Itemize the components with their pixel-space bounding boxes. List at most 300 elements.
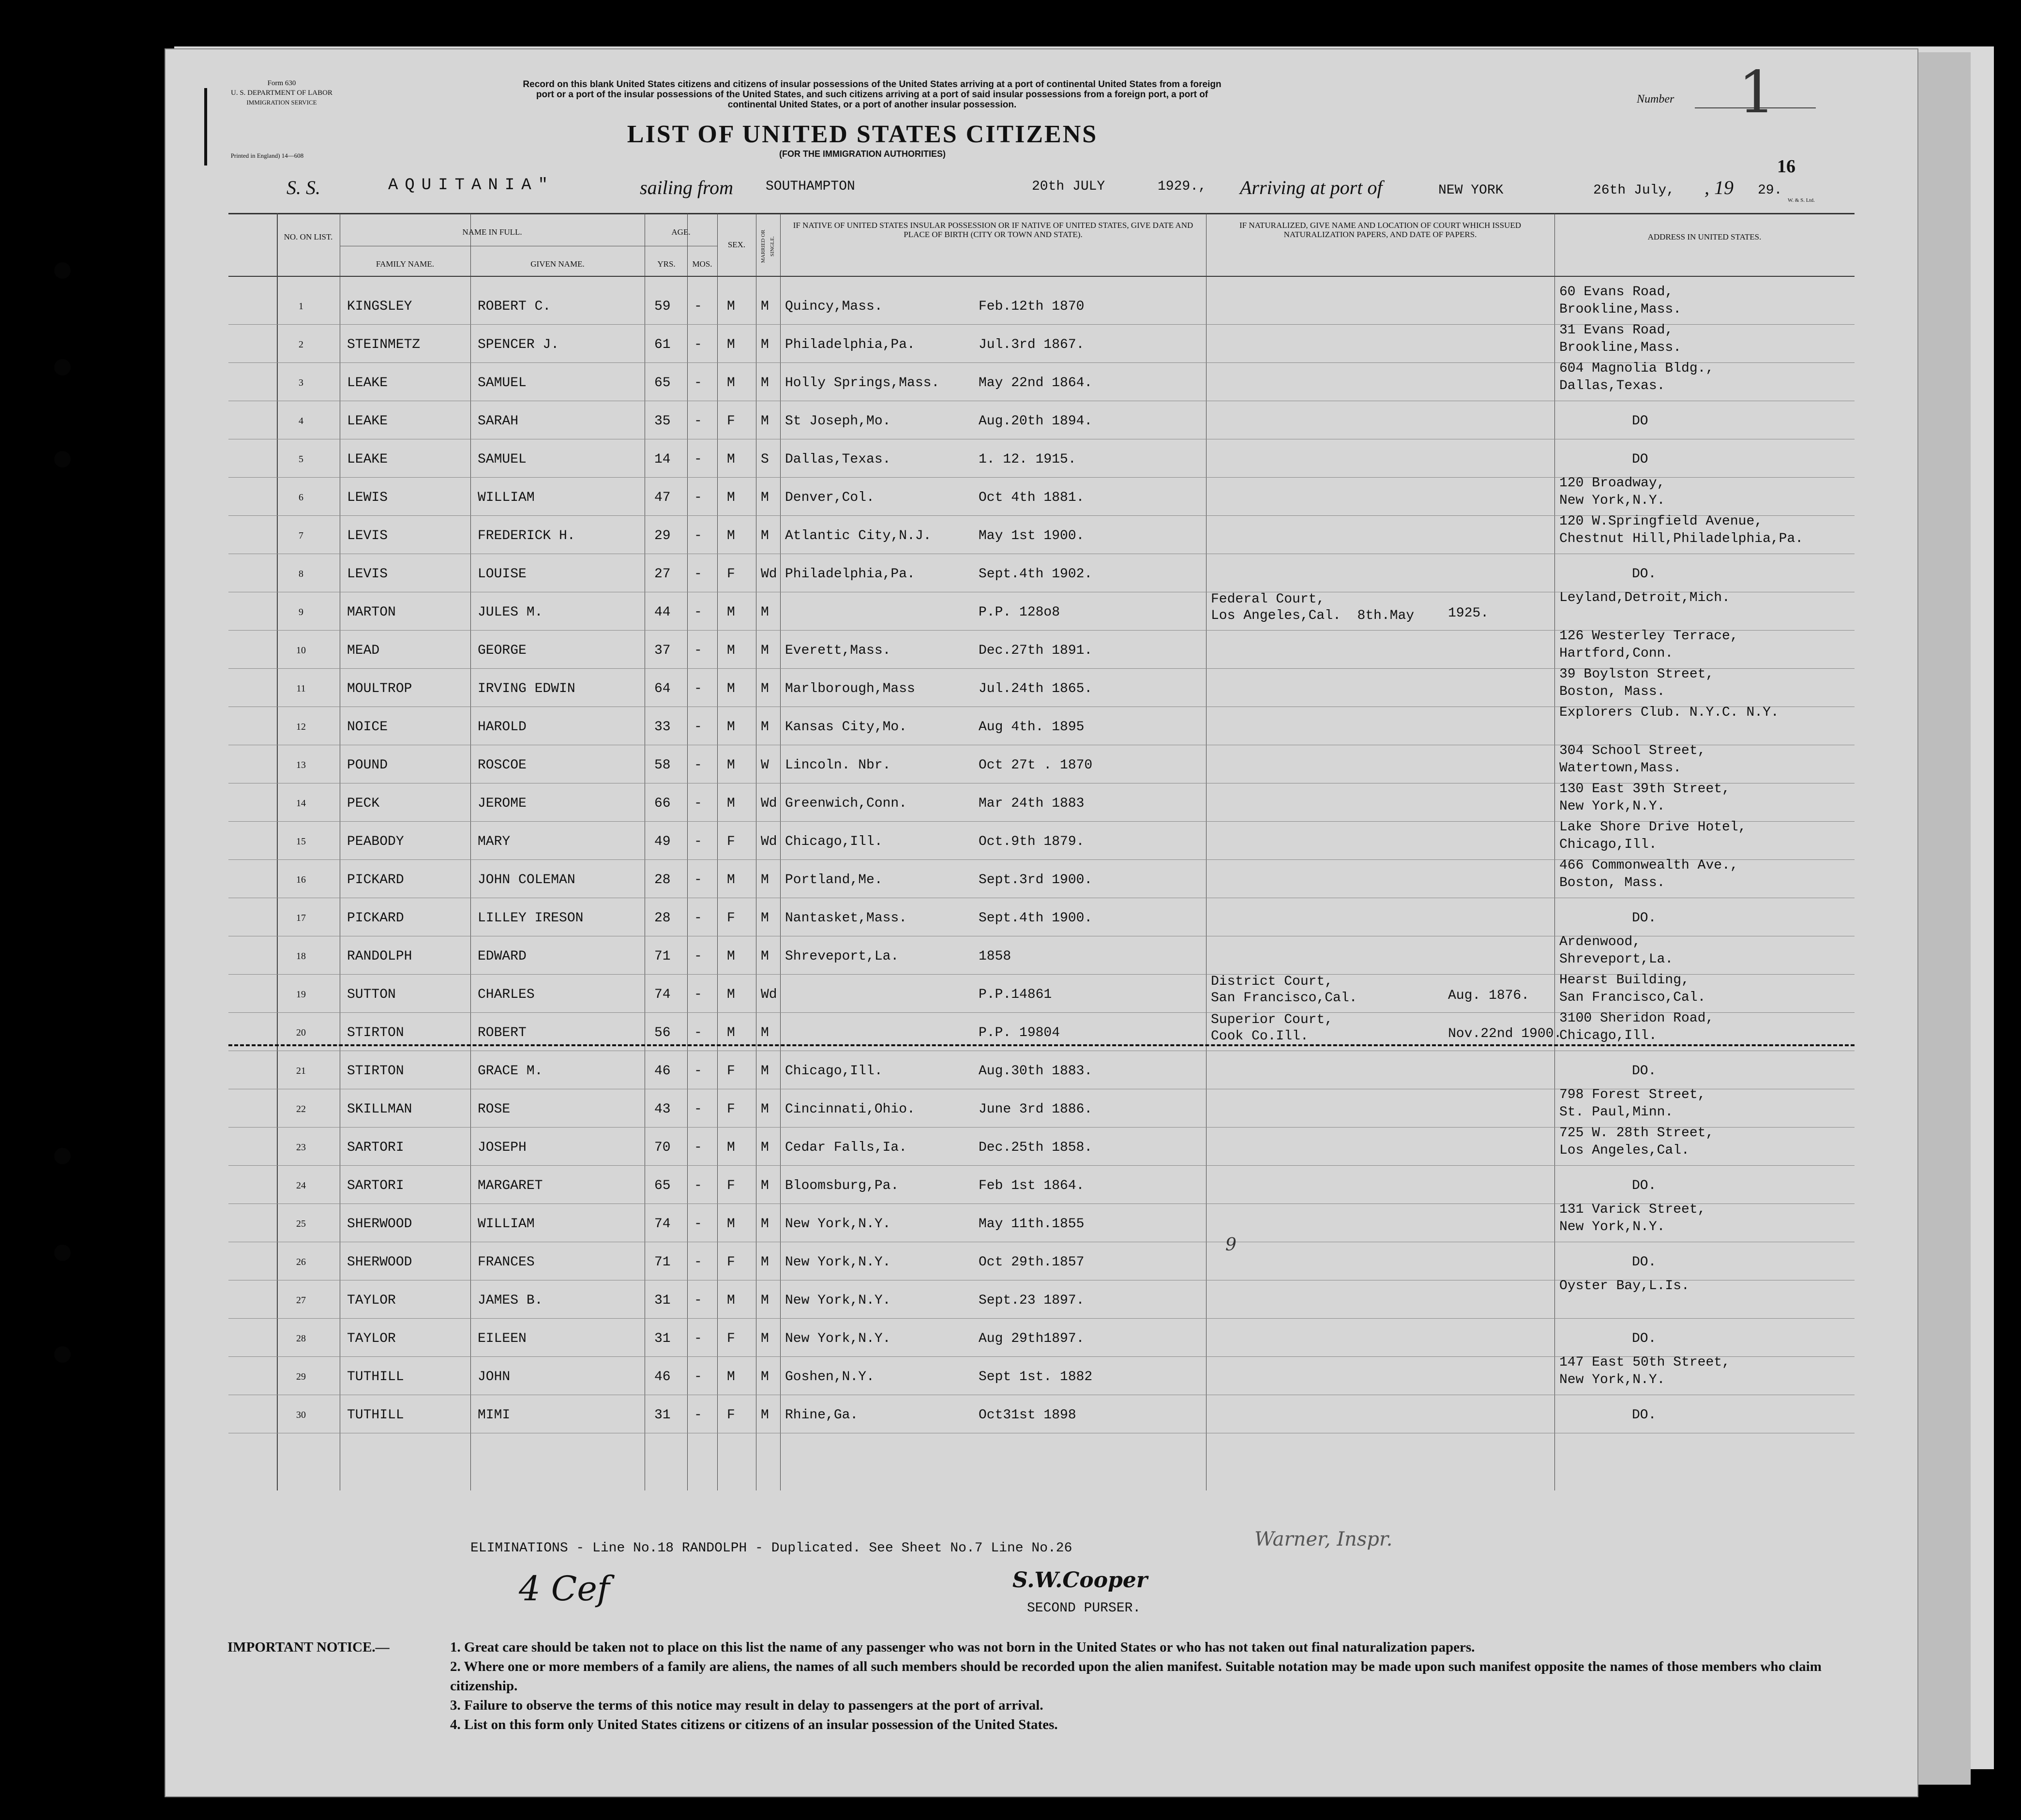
given-name: ROSCOE: [478, 758, 527, 773]
address-line-1: DO.: [1632, 567, 1657, 582]
address-line-1: 130 East 39th Street,: [1559, 782, 1730, 797]
address-line-2: New York,N.Y.: [1559, 1372, 1665, 1387]
given-name: SPENCER J.: [478, 337, 559, 352]
birth-place: New York,N.Y.: [785, 1217, 891, 1232]
birth-date: Sept 1st. 1882: [979, 1369, 1093, 1384]
address-line-1: Ardenwood,: [1559, 934, 1641, 949]
address-line-2: Boston, Mass.: [1559, 875, 1665, 890]
family-name: PICKARD: [347, 872, 404, 887]
row-number: 10: [296, 645, 306, 656]
birth-date: Dec.27th 1891.: [979, 643, 1093, 658]
sex: M: [727, 337, 735, 352]
department: U. S. DEPARTMENT OF LABOR: [231, 89, 332, 97]
family-name: TAYLOR: [347, 1293, 396, 1308]
sailing-label: sailing from: [640, 177, 733, 198]
sex: M: [727, 987, 735, 1002]
address-line-1: DO.: [1632, 1064, 1657, 1079]
family-name: SHERWOOD: [347, 1255, 412, 1270]
birth-date: Feb 1st 1864.: [979, 1178, 1085, 1193]
age-months: -: [694, 643, 702, 658]
age-months: -: [694, 490, 702, 505]
row-number: 4: [299, 416, 303, 426]
age-months: -: [694, 1331, 702, 1346]
manifest-page: [165, 48, 1918, 1797]
row-number: 25: [296, 1218, 306, 1229]
birth-place: New York,N.Y.: [785, 1293, 891, 1308]
marital-status: M: [761, 1178, 769, 1193]
address-line-2: Watertown,Mass.: [1559, 761, 1682, 776]
age-months: -: [694, 911, 702, 926]
form-number: Form 630: [267, 79, 296, 87]
age-years: 44: [654, 605, 671, 620]
birth-place: Nantasket,Mass.: [785, 911, 907, 926]
naturalization-date: Nov.22nd 1900.: [1448, 1026, 1562, 1041]
given-name: MARGARET: [478, 1178, 543, 1193]
marital-status: M: [761, 643, 769, 658]
age-years: 71: [654, 1255, 671, 1270]
arrive-year: 29.: [1758, 183, 1782, 198]
age-years: 59: [654, 299, 671, 314]
sex: M: [727, 1025, 735, 1040]
given-name: ROBERT: [478, 1025, 527, 1040]
row-number: 11: [296, 683, 306, 694]
birth-date: May 1st 1900.: [979, 528, 1085, 543]
age-months: -: [694, 452, 702, 467]
given-name: SAMUEL: [478, 452, 527, 467]
age-years: 46: [654, 1064, 671, 1079]
address-line-2: New York,N.Y.: [1559, 799, 1665, 814]
sheet-number: 16: [1777, 156, 1795, 177]
address-line-1: 131 Varick Street,: [1559, 1202, 1706, 1217]
number-label: Number: [1637, 93, 1674, 105]
family-name: POUND: [347, 758, 388, 773]
naturalization-court: Federal Court, Los Angeles,Cal. 8th.May: [1211, 592, 1415, 623]
age-years: 37: [654, 643, 671, 658]
birth-place: Holly Springs,Mass.: [785, 376, 940, 391]
birth-date: Oct 29th.1857: [979, 1255, 1085, 1270]
birth-date: Sept.4th 1902.: [979, 567, 1093, 582]
address-line-1: DO.: [1632, 911, 1657, 926]
birth-place: Greenwich,Conn.: [785, 796, 907, 811]
age-years: 65: [654, 376, 671, 391]
year-prefix: , 19: [1704, 177, 1734, 198]
birth-date: Oct.9th 1879.: [979, 834, 1085, 849]
important-notice: [227, 1638, 1892, 1734]
birth-place: Portland,Me.: [785, 872, 883, 887]
row-number: 29: [296, 1371, 306, 1382]
from-port: SOUTHAMPTON: [766, 179, 855, 194]
family-name: STIRTON: [347, 1025, 404, 1040]
age-months: -: [694, 528, 702, 543]
age-months: -: [694, 834, 702, 849]
notice-item-4: 4. List on this form only United States citizens or citizens of an insular possession of the United States.: [450, 1717, 1058, 1732]
birth-date: 1858: [979, 949, 1011, 964]
row-number: 7: [299, 530, 303, 541]
age-months: -: [694, 337, 702, 352]
row-number: 16: [296, 874, 306, 885]
row-number: 14: [296, 798, 306, 809]
marital-status: M: [761, 1064, 769, 1079]
punch-hole: [54, 262, 71, 279]
age-years: 56: [654, 1025, 671, 1040]
table-row: [228, 1355, 1855, 1403]
age-years: 33: [654, 720, 671, 735]
birth-date: Aug 4th. 1895: [979, 720, 1085, 735]
age-years: 31: [654, 1293, 671, 1308]
row-number: 26: [296, 1257, 306, 1267]
address-line-2: Chicago,Ill.: [1559, 1028, 1657, 1043]
birth-place: Goshen,N.Y.: [785, 1369, 875, 1384]
birth-date: Oct31st 1898: [979, 1408, 1076, 1423]
marital-status: M: [761, 949, 769, 964]
depart-year: 1929.,: [1158, 179, 1207, 194]
age-years: 71: [654, 949, 671, 964]
sex: M: [727, 872, 735, 887]
naturalization-court: Superior Court, Cook Co.Ill.: [1211, 1012, 1333, 1044]
marital-status: M: [761, 376, 769, 391]
address-line-1: DO.: [1632, 1255, 1657, 1270]
birth-place: Philadelphia,Pa.: [785, 337, 915, 352]
punch-hole: [54, 451, 71, 467]
address-line-2: San Francisco,Cal.: [1559, 990, 1706, 1005]
marital-status: M: [761, 911, 769, 926]
birth-date: Sept.4th 1900.: [979, 911, 1093, 926]
age-months: -: [694, 414, 702, 429]
age-years: 35: [654, 414, 671, 429]
given-name: MIMI: [478, 1408, 511, 1423]
given-name: JULES M.: [478, 605, 543, 620]
marital-status: Wd: [761, 834, 777, 849]
depart-date: 20th JULY: [1032, 179, 1105, 194]
marital-status: M: [761, 872, 769, 887]
family-name: MEAD: [347, 643, 380, 658]
row-number: 22: [296, 1104, 306, 1114]
family-name: PICKARD: [347, 911, 404, 926]
row-number: 1: [299, 301, 303, 312]
birth-date: May 11th.1855: [979, 1217, 1085, 1232]
address-line-1: Lake Shore Drive Hotel,: [1559, 820, 1747, 835]
family-name: SARTORI: [347, 1140, 404, 1155]
family-name: SUTTON: [347, 987, 396, 1002]
given-name: SAMUEL: [478, 376, 527, 391]
row-number: 23: [296, 1142, 306, 1153]
header-yrs: YRS.: [657, 259, 676, 269]
birth-place: Bloomsburg,Pa.: [785, 1178, 899, 1193]
sex: F: [727, 911, 735, 926]
sex: M: [727, 758, 735, 773]
family-name: NOICE: [347, 720, 388, 735]
punch-hole: [54, 1148, 71, 1164]
row-number: 28: [296, 1333, 306, 1344]
marital-status: M: [761, 720, 769, 735]
birth-place: Denver,Col.: [785, 490, 875, 505]
family-name: SARTORI: [347, 1178, 404, 1193]
address-line-1: 60 Evans Road,: [1559, 285, 1674, 300]
age-years: 28: [654, 872, 671, 887]
marital-status: M: [761, 1408, 769, 1423]
birth-place: Philadelphia,Pa.: [785, 567, 915, 582]
sex: M: [727, 949, 735, 964]
address-line-1: 466 Commonwealth Ave.,: [1559, 858, 1738, 873]
birth-date: Oct 4th 1881.: [979, 490, 1085, 505]
address-line-1: 39 Boylston Street,: [1559, 667, 1714, 682]
sex: M: [727, 681, 735, 696]
birth-date: Aug.20th 1894.: [979, 414, 1093, 429]
sex: M: [727, 376, 735, 391]
address-line-2: Los Angeles,Cal.: [1559, 1143, 1689, 1158]
age-months: -: [694, 567, 702, 582]
given-name: MARY: [478, 834, 511, 849]
age-months: -: [694, 1293, 702, 1308]
row-number: 15: [296, 836, 306, 847]
address-line-2: Brookline,Mass.: [1559, 340, 1682, 355]
sex: F: [727, 1064, 735, 1079]
birth-date: Sept.3rd 1900.: [979, 872, 1093, 887]
given-name: JEROME: [478, 796, 527, 811]
birth-place: Chicago,Ill.: [785, 834, 883, 849]
address-line-2: Shreveport,La.: [1559, 952, 1674, 967]
family-name: PEABODY: [347, 834, 404, 849]
sex: M: [727, 528, 735, 543]
marital-status: M: [761, 1025, 769, 1040]
address-line-1: 147 East 50th Street,: [1559, 1355, 1730, 1370]
address-line-1: 126 Westerley Terrace,: [1559, 629, 1738, 644]
birth-date: Oct 27t . 1870: [979, 758, 1093, 773]
given-name: ROBERT C.: [478, 299, 551, 314]
birth-place: Quincy,Mass.: [785, 299, 883, 314]
family-name: TUTHILL: [347, 1369, 404, 1384]
age-years: 70: [654, 1140, 671, 1155]
table-row: [228, 410, 1855, 448]
address-line-1: DO.: [1632, 1178, 1657, 1193]
sex: F: [727, 1408, 735, 1423]
age-months: -: [694, 758, 702, 773]
birth-date: Aug 29th1897.: [979, 1331, 1085, 1346]
marital-status: M: [761, 528, 769, 543]
given-name: JOHN COLEMAN: [478, 872, 575, 887]
marital-status: M: [761, 490, 769, 505]
birth-date: Sept.23 1897.: [979, 1293, 1085, 1308]
address-line-1: 3100 Sheridon Road,: [1559, 1011, 1714, 1026]
given-name: JOSEPH: [478, 1140, 527, 1155]
marital-status: Wd: [761, 796, 777, 811]
birth-date: Jul.24th 1865.: [979, 681, 1093, 696]
age-months: -: [694, 1369, 702, 1384]
marital-status: Wd: [761, 987, 777, 1002]
marital-status: M: [761, 1293, 769, 1308]
birth-place: Marlborough,Mass: [785, 681, 915, 696]
family-name: LEWIS: [347, 490, 388, 505]
marital-status: M: [761, 1255, 769, 1270]
marital-status: M: [761, 681, 769, 696]
header-no: NO. ON LIST.: [284, 232, 333, 241]
sex: M: [727, 452, 735, 467]
family-name: SKILLMAN: [347, 1102, 412, 1117]
sex: F: [727, 1331, 735, 1346]
page-title: LIST OF UNITED STATES CITIZENS: [627, 120, 1098, 148]
birth-date: Feb.12th 1870: [979, 299, 1085, 314]
header-naturalized: IF NATURALIZED, GIVE NAME AND LOCATION OF COURT WHICH ISSUED NATURALIZATION PAPERS, AND DATE OF PAPERS.: [1239, 221, 1521, 239]
row-number: 24: [296, 1180, 306, 1191]
family-name: PECK: [347, 796, 380, 811]
family-name: LEAKE: [347, 452, 388, 467]
marital-status: Wd: [761, 567, 777, 582]
row-number: 19: [296, 989, 306, 1000]
row-number: 18: [296, 951, 306, 962]
age-years: 58: [654, 758, 671, 773]
age-years: 49: [654, 834, 671, 849]
family-name: TAYLOR: [347, 1331, 396, 1346]
sex: F: [727, 414, 735, 429]
age-years: 61: [654, 337, 671, 352]
family-name: LEVIS: [347, 567, 388, 582]
sex: F: [727, 567, 735, 582]
sex: F: [727, 1255, 735, 1270]
given-name: EDWARD: [478, 949, 527, 964]
sex: M: [727, 299, 735, 314]
sex: M: [727, 1369, 735, 1384]
family-name: RANDOLPH: [347, 949, 412, 964]
row-number: 13: [296, 760, 306, 770]
marital-status: M: [761, 1140, 769, 1155]
printer-mark: W. & S. Ltd.: [1788, 197, 1815, 203]
punch-hole: [54, 359, 71, 376]
age-years: 46: [654, 1369, 671, 1384]
row-number: 21: [296, 1066, 306, 1076]
form-instructions: Record on this blank United States citizens and citizens of insular possessions of the United States arriving at a port of continental United States from a foreign port or a port of the insular possessions of the United States, and such citizens arriving at a port of said insular possessions from a foreign port, a port of continental United States, or a port of another insular possession.: [523, 79, 1222, 110]
birth-place: New York,N.Y.: [785, 1331, 891, 1346]
age-years: 74: [654, 987, 671, 1002]
given-name: CHARLES: [478, 987, 535, 1002]
age-months: -: [694, 987, 702, 1002]
address-line-2: Chicago,Ill.: [1559, 837, 1657, 852]
age-months: -: [694, 1408, 702, 1423]
birth-date: June 3rd 1886.: [979, 1102, 1093, 1117]
ink-mark: [204, 88, 207, 165]
given-name: GRACE M.: [478, 1064, 543, 1079]
given-name: JAMES B.: [478, 1293, 543, 1308]
birth-date: P.P.14861: [979, 987, 1052, 1002]
age-months: -: [694, 796, 702, 811]
row-number: 6: [299, 492, 303, 503]
family-name: STEINMETZ: [347, 337, 421, 352]
family-name: LEVIS: [347, 528, 388, 543]
address-line-2: New York,N.Y.: [1559, 493, 1665, 508]
address-line-1: 798 Forest Street,: [1559, 1087, 1706, 1102]
family-name: STIRTON: [347, 1064, 404, 1079]
family-name: MOULTROP: [347, 681, 412, 696]
table-row: [228, 858, 1855, 906]
purser-signature: S.W.Cooper: [1012, 1568, 1148, 1593]
service: IMMIGRATION SERVICE: [246, 99, 317, 106]
table-row: [228, 514, 1855, 562]
age-years: 74: [654, 1217, 671, 1232]
birth-date: Dec.25th 1858.: [979, 1140, 1093, 1155]
birth-place: Atlantic City,N.J.: [785, 528, 932, 543]
naturalization-court: District Court, San Francisco,Cal.: [1211, 974, 1357, 1006]
handwritten-9: 9: [1225, 1235, 1237, 1255]
row-number: 2: [299, 339, 303, 350]
arrive-date: 26th July,: [1593, 183, 1675, 198]
header-name-in-full: NAME IN FULL.: [462, 227, 522, 237]
marital-status: M: [761, 1369, 769, 1384]
to-port: NEW YORK: [1438, 183, 1504, 198]
address-line-1: Leyland,Detroit,Mich.: [1559, 590, 1730, 605]
birth-date: 1. 12. 1915.: [979, 452, 1076, 467]
birth-date: May 22nd 1864.: [979, 376, 1093, 391]
address-line-2: Dallas,Texas.: [1559, 378, 1665, 393]
marital-status: M: [761, 1102, 769, 1117]
address-line-1: 120 Broadway,: [1559, 476, 1665, 491]
table-row: [228, 1011, 1855, 1059]
address-line-1: DO.: [1632, 1408, 1657, 1423]
row-number: 9: [299, 607, 303, 617]
age-months: -: [694, 1140, 702, 1155]
table-row: [228, 1202, 1855, 1250]
row-number: 3: [299, 377, 303, 388]
address-line-1: Explorers Club. N.Y.C. N.Y.: [1559, 705, 1779, 720]
age-months: -: [694, 1178, 702, 1193]
age-years: 47: [654, 490, 671, 505]
age-years: 65: [654, 1178, 671, 1193]
inspector-signature: Warner, Inspr.: [1254, 1528, 1393, 1550]
sex: M: [727, 605, 735, 620]
birth-place: Chicago,Ill.: [785, 1064, 883, 1079]
address-line-2: Hartford,Conn.: [1559, 646, 1674, 661]
row-rule: [228, 1318, 1855, 1319]
age-months: -: [694, 1102, 702, 1117]
address-line-1: Hearst Building,: [1559, 973, 1689, 988]
age-months: -: [694, 376, 702, 391]
address-line-1: DO: [1632, 452, 1648, 467]
given-name: LILLEY IRESON: [478, 911, 584, 926]
age-years: 29: [654, 528, 671, 543]
given-name: LOUISE: [478, 567, 527, 582]
row-number: 17: [296, 913, 306, 923]
header-mos: MOS.: [692, 259, 712, 269]
row-number: 12: [296, 722, 306, 732]
address-line-1: 604 Magnolia Bldg.,: [1559, 361, 1714, 376]
header-birth: IF NATIVE OF UNITED STATES INSULAR POSSESSION OR IF NATIVE OF UNITED STATES, GIVE DATE AND PLACE OF BIRTH (CITY OR TOWN AND STATE).: [793, 221, 1193, 239]
notice-item-3: 3. Failure to observe the terms of this notice may result in delay to passengers at the port of arrival.: [450, 1698, 1043, 1713]
header-married-single: MARRIED OR SINGLE.: [760, 229, 775, 263]
age-years: 27: [654, 567, 671, 582]
age-years: 31: [654, 1408, 671, 1423]
family-name: TUTHILL: [347, 1408, 404, 1423]
address-line-1: 304 School Street,: [1559, 743, 1706, 758]
sex: M: [727, 490, 735, 505]
naturalization-date: Aug. 1876.: [1448, 988, 1530, 1003]
marital-status: M: [761, 414, 769, 429]
row-number: 30: [296, 1410, 306, 1420]
page-subtitle: (FOR THE IMMIGRATION AUTHORITIES): [779, 149, 946, 159]
age-months: -: [694, 720, 702, 735]
cancelled-line: [228, 1044, 1855, 1046]
family-name: MARTON: [347, 605, 396, 620]
margin-note: 4 Cef: [519, 1569, 610, 1609]
birth-place: Everett,Mass.: [785, 643, 891, 658]
given-name: FREDERICK H.: [478, 528, 575, 543]
family-name: SHERWOOD: [347, 1217, 412, 1232]
age-months: -: [694, 1025, 702, 1040]
given-name: GEORGE: [478, 643, 527, 658]
sex: M: [727, 720, 735, 735]
birth-place: Rhine,Ga.: [785, 1408, 859, 1423]
eliminations-note: ELIMINATIONS - Line No.18 RANDOLPH - Duplicated. See Sheet No.7 Line No.26: [470, 1541, 1072, 1556]
birth-place: Lincoln. Nbr.: [785, 758, 891, 773]
sex: M: [727, 1293, 735, 1308]
sex: F: [727, 834, 735, 849]
